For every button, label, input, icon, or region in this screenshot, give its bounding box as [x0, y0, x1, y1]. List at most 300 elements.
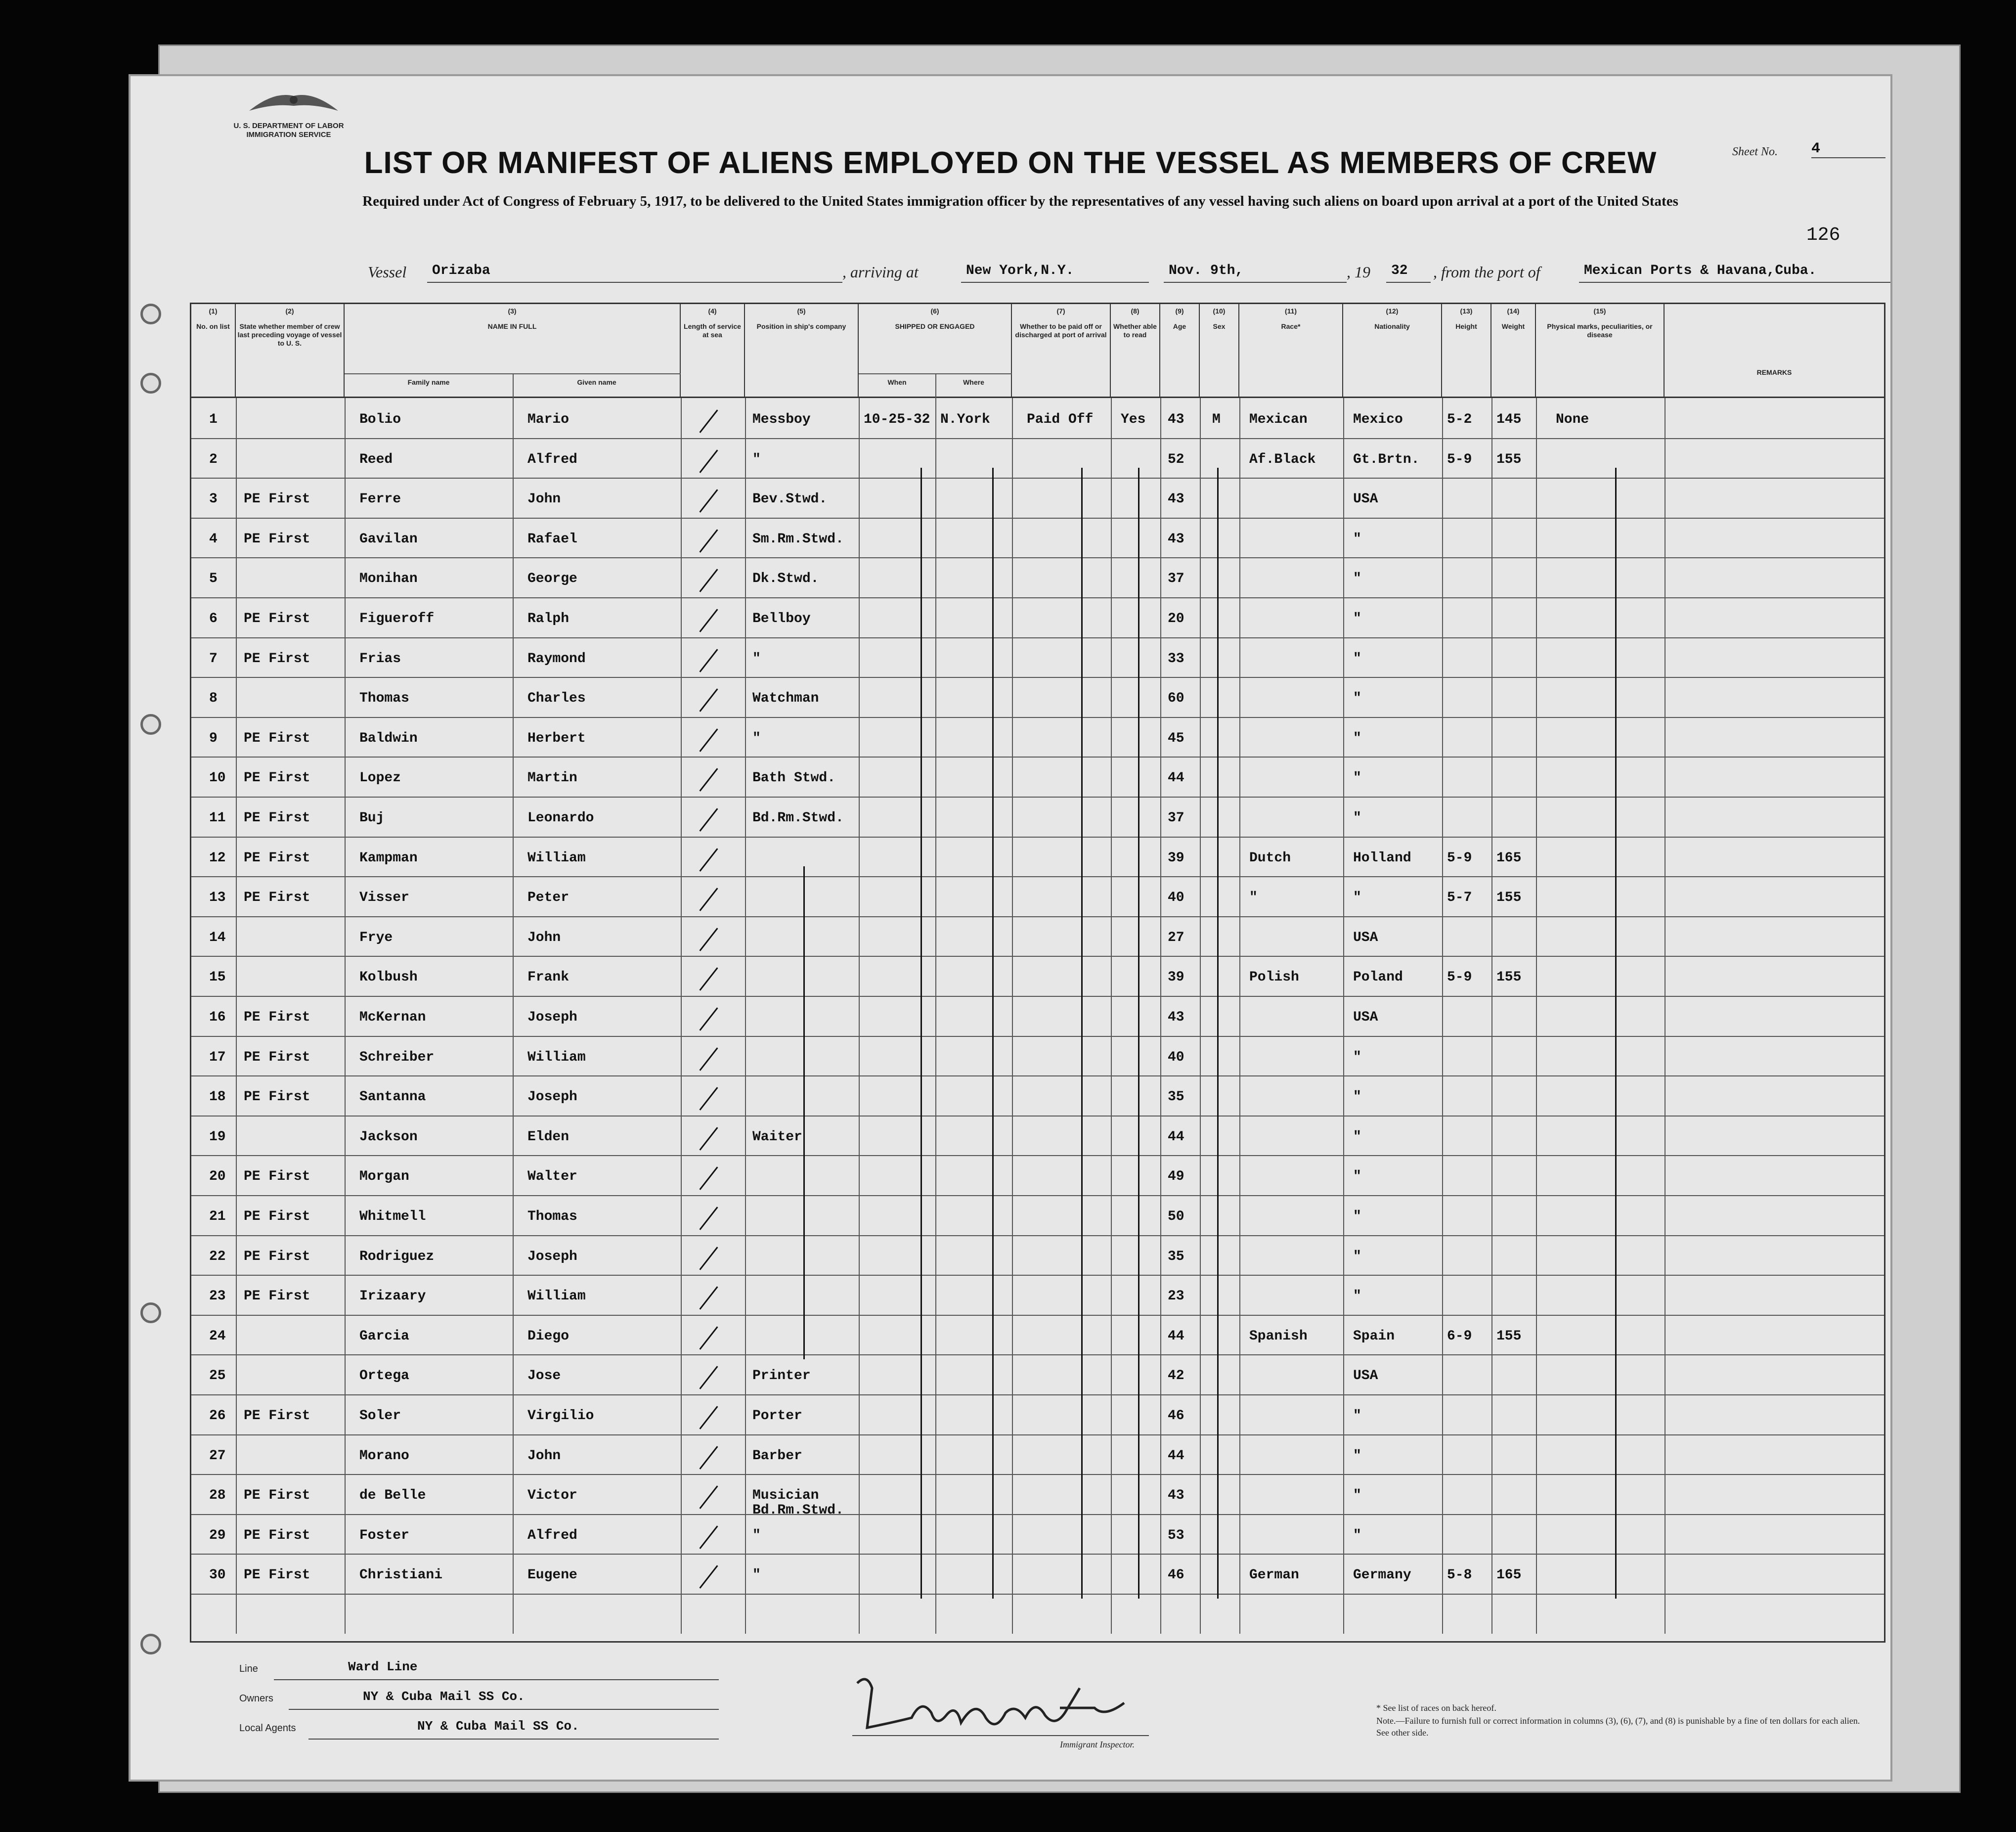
cell-position: Messboy [752, 412, 811, 427]
col-sub-where: Where [963, 378, 984, 386]
cell-state: PE First [244, 730, 310, 746]
ditto-stroke [1615, 468, 1617, 1599]
table-row [191, 956, 1884, 995]
cell-given: Raymond [527, 651, 586, 667]
service-tick-mark [699, 968, 718, 991]
cell-age: 44 [1168, 1448, 1184, 1464]
cell-nationality: " [1353, 1209, 1361, 1224]
cell-state: PE First [244, 1289, 310, 1304]
cell-no: 25 [209, 1368, 226, 1384]
cell-no: 13 [209, 890, 226, 906]
cell-age: 43 [1168, 1488, 1184, 1504]
ditto-stroke [920, 468, 922, 1599]
cell-age: 43 [1168, 1010, 1184, 1025]
cell-nationality: " [1353, 1527, 1361, 1543]
cell-given: Walter [527, 1169, 577, 1185]
cell-nationality: " [1353, 1448, 1361, 1464]
manifest-page [129, 74, 1892, 1782]
col-label: State whether member of crew last preceding voyage of vessel to U. S. [237, 322, 342, 347]
department-line2: IMMIGRATION SERVICE [246, 131, 331, 139]
from-port: Mexican Ports & Havana,Cuba. [1579, 263, 1892, 283]
cell-age: 50 [1168, 1209, 1184, 1224]
cell-given: Alfred [527, 451, 577, 467]
cell-nationality: " [1353, 651, 1361, 667]
col-label: No. on list [196, 322, 230, 330]
page-subtitle: Required under Act of Congress of February 5, 1917, to be delivered to the United States immigration officer by the representatives of any vessel having such aliens on board upon arrival at a port of the United States [362, 193, 1678, 209]
table-row [191, 1235, 1884, 1275]
cell-state: PE First [244, 1527, 310, 1543]
arriving-port: New York,N.Y. [961, 263, 1149, 283]
ditto-stroke [803, 866, 805, 1360]
col-num: (3) [508, 307, 517, 315]
cell-given: Joseph [527, 1010, 577, 1025]
cell-height: 5-9 [1447, 970, 1472, 985]
cell-given: John [527, 492, 561, 507]
col-num: (6) [930, 307, 939, 315]
cell-position: Bev.Stwd. [752, 492, 828, 507]
cell-age: 52 [1168, 451, 1184, 467]
cell-race: Dutch [1249, 850, 1291, 866]
service-tick-mark [699, 1167, 718, 1191]
col-header-weight [1491, 304, 1536, 398]
table-row [191, 1434, 1884, 1474]
cell-family: Jackson [359, 1129, 418, 1145]
cell-position: " [752, 1567, 761, 1583]
line-value: Ward Line [348, 1659, 418, 1674]
cell-given: Thomas [527, 1209, 577, 1224]
col-num: (5) [797, 307, 806, 315]
shipped-split [935, 373, 936, 398]
cell-given: Leonardo [527, 810, 594, 826]
cell-given: Eugene [527, 1567, 577, 1583]
cell-age: 43 [1168, 492, 1184, 507]
cell-family: Garcia [359, 1328, 409, 1344]
cell-nationality: " [1353, 1049, 1361, 1065]
cell-nationality: " [1353, 890, 1361, 906]
cell-nationality: " [1353, 1089, 1361, 1105]
service-tick-mark [699, 1127, 718, 1151]
cell-age: 35 [1168, 1249, 1184, 1264]
table-row [191, 1514, 1884, 1554]
col-num: (1) [209, 307, 218, 315]
cell-family: Irizaary [359, 1289, 426, 1304]
cell-race: Polish [1249, 970, 1299, 985]
cell-no: 1 [209, 412, 218, 427]
cell-family: Figueroff [359, 611, 435, 626]
underline [289, 1709, 719, 1710]
table-row [191, 478, 1884, 517]
footnote-races: * See list of races on back hereof. [1376, 1703, 1496, 1713]
service-tick-mark [699, 1406, 718, 1430]
cell-no: 7 [209, 651, 218, 667]
cell-no: 18 [209, 1089, 226, 1105]
vessel-label: Vessel [368, 263, 407, 281]
col-label: REMARKS [1756, 368, 1792, 376]
cell-given: Joseph [527, 1249, 577, 1264]
service-tick-mark [699, 449, 718, 473]
cell-weight: 155 [1496, 1328, 1522, 1344]
cell-family: de Belle [359, 1488, 426, 1504]
cell-age: 44 [1168, 770, 1184, 786]
table-row [191, 717, 1884, 757]
binder-hole [140, 1634, 161, 1654]
col-header-position [745, 304, 859, 398]
cell-nationality: " [1353, 730, 1361, 746]
table-row [191, 518, 1884, 557]
cell-no: 21 [209, 1209, 226, 1224]
cell-age: 37 [1168, 810, 1184, 826]
table-row [191, 1116, 1884, 1155]
cell-age: 37 [1168, 571, 1184, 587]
cell-age: 42 [1168, 1368, 1184, 1384]
cell-height: 5-9 [1447, 850, 1472, 866]
table-row [191, 597, 1884, 637]
col-header-race [1239, 304, 1343, 398]
cell-no: 28 [209, 1488, 226, 1504]
year-label: , 19 [1347, 263, 1370, 281]
service-tick-mark [699, 1485, 718, 1509]
service-tick-mark [699, 888, 718, 911]
cell-age: 44 [1168, 1129, 1184, 1145]
col-header-marks [1536, 304, 1665, 398]
service-tick-mark [699, 848, 718, 872]
cell-weight: 155 [1496, 890, 1522, 906]
cell-family: Kampman [359, 850, 418, 866]
row-rule [191, 1594, 1884, 1595]
cell-family: Morano [359, 1448, 409, 1464]
cell-no: 29 [209, 1527, 226, 1543]
cell-nationality: " [1353, 1408, 1361, 1424]
cell-age: 27 [1168, 930, 1184, 945]
col-num: (10) [1213, 307, 1226, 315]
cell-family: Reed [359, 451, 393, 467]
inspector-label: Immigrant Inspector. [1060, 1740, 1135, 1749]
cell-no: 24 [209, 1328, 226, 1344]
cell-given: Victor [527, 1488, 577, 1504]
table-row [191, 1275, 1884, 1314]
col-num: (12) [1386, 307, 1399, 315]
cell-nationality: USA [1353, 930, 1378, 945]
cell-position: Barber [752, 1448, 802, 1464]
service-tick-mark [699, 609, 718, 632]
cell-sex: M [1212, 412, 1221, 427]
cell-given: Charles [527, 691, 586, 707]
cell-family: Baldwin [359, 730, 418, 746]
cell-age: 39 [1168, 850, 1184, 866]
crew-table [190, 303, 1885, 1643]
table-row [191, 1155, 1884, 1195]
vessel-line [131, 259, 1890, 289]
table-row [191, 916, 1884, 956]
cell-where: N.York [940, 412, 990, 427]
service-tick-mark [699, 1047, 718, 1071]
service-tick-mark [699, 409, 718, 433]
cell-position: " [752, 730, 761, 746]
table-row [191, 876, 1884, 916]
cell-nationality: " [1353, 691, 1361, 707]
col-label: SHIPPED OR ENGAGED [895, 322, 975, 330]
col-header-service [681, 304, 745, 398]
cell-age: 20 [1168, 611, 1184, 626]
line-label: Line [239, 1663, 258, 1674]
cell-given: Herbert [527, 730, 586, 746]
cell-no: 15 [209, 970, 226, 985]
cell-marks: None [1556, 412, 1589, 427]
cell-nationality: " [1353, 611, 1361, 626]
cell-age: 35 [1168, 1089, 1184, 1105]
cell-state: PE First [244, 1209, 310, 1224]
cell-position: Watchman [752, 691, 819, 707]
cell-nationality: " [1353, 1169, 1361, 1185]
cell-no: 12 [209, 850, 226, 866]
cell-given: Martin [527, 770, 577, 786]
cell-nationality: " [1353, 1488, 1361, 1504]
col-num: (14) [1507, 307, 1520, 315]
cell-no: 30 [209, 1567, 226, 1583]
table-row [191, 1315, 1884, 1354]
cell-age: 60 [1168, 691, 1184, 707]
cell-height: 5-9 [1447, 451, 1472, 467]
cell-height: 5-2 [1447, 412, 1472, 427]
cell-given: John [527, 1448, 561, 1464]
cell-height: 5-7 [1447, 890, 1472, 906]
cell-state: PE First [244, 1010, 310, 1025]
arrival-year: 32 [1386, 263, 1431, 283]
underline [852, 1735, 1149, 1736]
cell-no: 19 [209, 1129, 226, 1145]
cell-state: PE First [244, 1408, 310, 1424]
cell-state: PE First [244, 1567, 310, 1583]
cell-height: 6-9 [1447, 1328, 1472, 1344]
cell-weight: 165 [1496, 1567, 1522, 1583]
table-row [191, 996, 1884, 1035]
page-title: LIST OR MANIFEST OF ALIENS EMPLOYED ON THE VESSEL AS MEMBERS OF CREW [364, 146, 1657, 180]
cell-family: Morgan [359, 1169, 409, 1185]
from-port-label: , from the port of [1433, 263, 1540, 281]
cell-no: 6 [209, 611, 218, 626]
cell-age: 46 [1168, 1408, 1184, 1424]
underline [308, 1739, 719, 1740]
cell-state: PE First [244, 531, 310, 547]
table-row [191, 557, 1884, 597]
table-row [191, 438, 1884, 478]
cell-weight: 165 [1496, 850, 1522, 866]
cell-state: PE First [244, 890, 310, 906]
cell-no: 20 [209, 1169, 226, 1185]
cell-given: Ralph [527, 611, 570, 626]
cell-weight: 155 [1496, 451, 1522, 467]
col-label: Position in ship's company [756, 322, 846, 330]
cell-race: " [1249, 890, 1258, 906]
owners-value: NY & Cuba Mail SS Co. [363, 1689, 525, 1704]
cell-nationality: Germany [1353, 1567, 1411, 1583]
cell-weight: 155 [1496, 970, 1522, 985]
cell-family: Soler [359, 1408, 401, 1424]
ditto-stroke [1217, 468, 1219, 1599]
cell-nationality: " [1353, 770, 1361, 786]
cell-position: Porter [752, 1408, 802, 1424]
table-row [191, 837, 1884, 876]
cell-state: PE First [244, 1488, 310, 1504]
col-header-sex [1200, 304, 1239, 398]
col-label: Height [1455, 322, 1477, 330]
col-num: (11) [1284, 307, 1297, 315]
cell-family: Monihan [359, 571, 418, 587]
cell-nationality: USA [1353, 492, 1378, 507]
col-sub-when: When [887, 378, 907, 386]
cell-no: 10 [209, 770, 226, 786]
cell-nationality: " [1353, 1289, 1361, 1304]
binder-hole [140, 304, 161, 324]
cell-paid: Paid Off [1027, 412, 1094, 427]
cell-family: Visser [359, 890, 409, 906]
col-header-state [236, 304, 345, 398]
service-tick-mark [699, 1326, 718, 1350]
owners-label: Owners [239, 1693, 273, 1704]
cell-nationality: Gt.Brtn. [1353, 451, 1420, 467]
service-tick-mark [699, 688, 718, 712]
cell-age: 43 [1168, 412, 1184, 427]
cell-given: John [527, 930, 561, 945]
cell-no: 3 [209, 492, 218, 507]
ditto-stroke [1138, 468, 1139, 1599]
table-row [191, 797, 1884, 836]
cell-family: Frye [359, 930, 393, 945]
col-num: (4) [708, 307, 717, 315]
cell-family: Christiani [359, 1567, 443, 1583]
cell-height: 5-8 [1447, 1567, 1472, 1583]
cell-no: 5 [209, 571, 218, 587]
col-label: Age [1173, 322, 1186, 330]
service-tick-mark [699, 808, 718, 832]
binder-hole [140, 1302, 161, 1323]
sheet-number-value: 4 [1811, 140, 1885, 158]
cell-given: Alfred [527, 1527, 577, 1543]
cell-position: Printer [752, 1368, 811, 1384]
cell-state: PE First [244, 1169, 310, 1185]
cell-no: 4 [209, 531, 218, 547]
department-label [205, 122, 373, 139]
cell-position: " [752, 1527, 761, 1543]
binder-hole [140, 373, 161, 394]
service-tick-mark [699, 728, 718, 752]
cell-state: PE First [244, 770, 310, 786]
cell-family: Ferre [359, 492, 401, 507]
cell-nationality: " [1353, 571, 1361, 587]
department-line1: U. S. DEPARTMENT OF LABOR [233, 122, 344, 130]
cell-family: Gavilan [359, 531, 418, 547]
col-header-remarks [1665, 304, 1884, 398]
ditto-stroke [992, 468, 994, 1599]
service-tick-mark [699, 1247, 718, 1270]
service-tick-mark [699, 489, 718, 513]
cell-family: Lopez [359, 770, 401, 786]
cell-age: 45 [1168, 730, 1184, 746]
cell-state: PE First [244, 850, 310, 866]
cell-age: 23 [1168, 1289, 1184, 1304]
cell-age: 43 [1168, 531, 1184, 547]
cell-race: Mexican [1249, 412, 1308, 427]
cell-family: Rodriguez [359, 1249, 435, 1264]
col-label: Length of service at sea [684, 322, 741, 339]
col-header-nationality [1343, 304, 1442, 398]
col-sub-family: Family name [407, 378, 450, 386]
col-label: Physical marks, peculiarities, or disease [1547, 322, 1653, 339]
cell-nationality: Mexico [1353, 412, 1403, 427]
cell-position: " [752, 451, 761, 467]
agents-label: Local Agents [239, 1723, 296, 1734]
col-label: Nationality [1374, 322, 1410, 330]
cell-nationality: Spain [1353, 1328, 1395, 1344]
cell-age: 40 [1168, 1049, 1184, 1065]
arrival-date: Nov. 9th, [1164, 263, 1347, 283]
arriving-label: , arriving at [842, 263, 919, 281]
page-number: 126 [1806, 224, 1841, 246]
service-tick-mark [699, 1366, 718, 1390]
cell-given: William [527, 1049, 586, 1065]
col-header-height [1442, 304, 1491, 398]
table-row [191, 1075, 1884, 1115]
col-num: (13) [1460, 307, 1473, 315]
cell-age: 46 [1168, 1567, 1184, 1583]
cell-age: 53 [1168, 1527, 1184, 1543]
service-tick-mark [699, 649, 718, 672]
service-tick-mark [699, 569, 718, 593]
cell-given: Virgilio [527, 1408, 594, 1424]
cell-no: 11 [209, 810, 226, 826]
cell-family: Whitmell [359, 1209, 426, 1224]
cell-nationality: " [1353, 1249, 1361, 1264]
table-row [191, 1354, 1884, 1394]
col-header-paid [1012, 304, 1111, 398]
cell-state: PE First [244, 492, 310, 507]
col-label: Weight [1501, 322, 1525, 330]
cell-given: Joseph [527, 1089, 577, 1105]
cell-position: " [752, 651, 761, 667]
cell-given: Rafael [527, 531, 577, 547]
table-row [191, 398, 1884, 438]
service-tick-mark [699, 1286, 718, 1310]
col-sub-given: Given name [577, 378, 616, 386]
cell-given: Jose [527, 1368, 561, 1384]
cell-age: 39 [1168, 970, 1184, 985]
cell-family: Thomas [359, 691, 409, 707]
table-row [191, 637, 1884, 677]
ditto-stroke [1081, 468, 1083, 1599]
inspector-signature [847, 1668, 1154, 1743]
footer [131, 1653, 1890, 1777]
cell-family: Schreiber [359, 1049, 435, 1065]
cell-state: PE First [244, 810, 310, 826]
cell-age: 49 [1168, 1169, 1184, 1185]
underline [274, 1679, 719, 1680]
cell-position: Sm.Rm.Stwd. [752, 531, 844, 547]
cell-nationality: Poland [1353, 970, 1403, 985]
cell-no: 14 [209, 930, 226, 945]
cell-family: Bolio [359, 412, 401, 427]
cell-nationality: USA [1353, 1368, 1378, 1384]
table-row [191, 1394, 1884, 1434]
cell-family: Frias [359, 651, 401, 667]
name-split [513, 373, 514, 398]
cell-family: Santanna [359, 1089, 426, 1105]
service-tick-mark [699, 1087, 718, 1111]
col-header-number [191, 304, 236, 398]
cell-position: Bellboy [752, 611, 811, 626]
table-row [191, 677, 1884, 716]
cell-state: PE First [244, 1249, 310, 1264]
cell-state: PE First [244, 1049, 310, 1065]
